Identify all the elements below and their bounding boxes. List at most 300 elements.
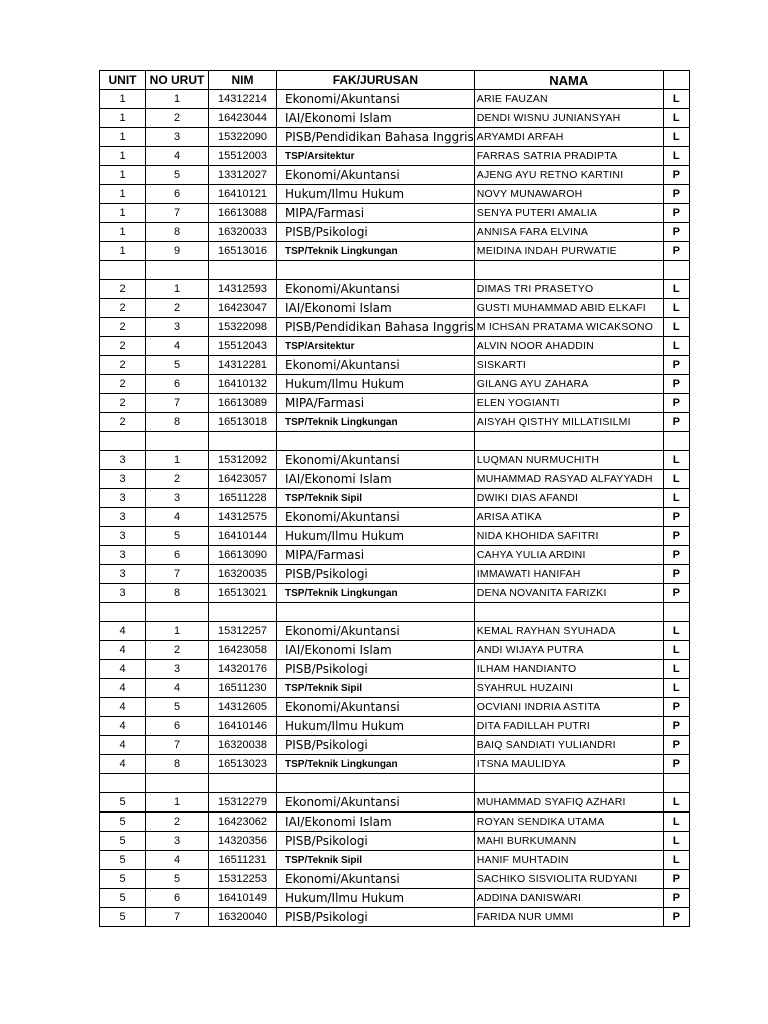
table-row — [100, 870, 690, 889]
unit-cell: 2 — [100, 299, 146, 318]
table-row — [100, 622, 690, 641]
nama-cell: SISKARTI — [474, 356, 663, 375]
empty-cell — [277, 774, 475, 793]
jenis-kelamin-cell: P — [663, 889, 689, 908]
fak-jurusan-cell: IAI/Ekonomi Islam — [277, 470, 475, 489]
jenis-kelamin-cell: P — [663, 527, 689, 546]
jenis-kelamin-cell: L — [663, 641, 689, 660]
no-urut-cell: 1 — [146, 793, 209, 813]
table-row — [100, 109, 690, 128]
jenis-kelamin-cell: P — [663, 375, 689, 394]
unit-cell: 5 — [100, 832, 146, 851]
empty-cell — [100, 774, 146, 793]
unit-cell: 1 — [100, 185, 146, 204]
table-row — [100, 451, 690, 470]
nim-cell: 16410144 — [209, 527, 277, 546]
jenis-kelamin-cell: L — [663, 280, 689, 299]
table-row — [100, 755, 690, 774]
no-urut-cell: 2 — [146, 470, 209, 489]
nama-cell: HANIF MUHTADIN — [474, 851, 663, 870]
jenis-kelamin-cell: L — [663, 299, 689, 318]
jenis-kelamin-cell: P — [663, 356, 689, 375]
fak-jurusan-cell: Ekonomi/Akuntansi — [277, 356, 475, 375]
table-row — [100, 223, 690, 242]
no-urut-cell: 3 — [146, 660, 209, 679]
unit-cell: 4 — [100, 698, 146, 717]
fak-jurusan-cell: IAI/Ekonomi Islam — [277, 641, 475, 660]
fak-jurusan-cell: TSP/Arsitektur — [277, 147, 475, 166]
nim-cell: 16410132 — [209, 375, 277, 394]
nim-cell: 16423062 — [209, 812, 277, 832]
empty-cell — [474, 774, 663, 793]
nama-cell: KEMAL RAYHAN SYUHADA — [474, 622, 663, 641]
empty-cell — [277, 603, 475, 622]
nama-cell: ARISA ATIKA — [474, 508, 663, 527]
unit-cell: 3 — [100, 451, 146, 470]
nama-cell: NIDA KHOHIDA SAFITRI — [474, 527, 663, 546]
no-urut-cell: 6 — [146, 717, 209, 736]
nim-cell: 16511228 — [209, 489, 277, 508]
fak-jurusan-cell: Hukum/Ilmu Hukum — [277, 185, 475, 204]
no-urut-cell: 3 — [146, 832, 209, 851]
nim-cell: 16320038 — [209, 736, 277, 755]
header-nim: NIM — [209, 71, 277, 90]
unit-cell: 3 — [100, 546, 146, 565]
no-urut-cell: 1 — [146, 451, 209, 470]
no-urut-cell: 2 — [146, 109, 209, 128]
jenis-kelamin-cell: L — [663, 337, 689, 356]
nim-cell: 14320356 — [209, 832, 277, 851]
table-row — [100, 698, 690, 717]
unit-cell: 2 — [100, 337, 146, 356]
nama-cell: IMMAWATI HANIFAH — [474, 565, 663, 584]
unit-cell: 1 — [100, 204, 146, 223]
unit-cell: 5 — [100, 870, 146, 889]
table-row — [100, 908, 690, 927]
fak-jurusan-cell: TSP/Teknik Lingkungan — [277, 242, 475, 261]
table-row — [100, 832, 690, 851]
nim-cell: 14312214 — [209, 90, 277, 109]
table-row — [100, 128, 690, 147]
table-row — [100, 565, 690, 584]
no-urut-cell: 2 — [146, 812, 209, 832]
table-row — [100, 299, 690, 318]
jenis-kelamin-cell: P — [663, 870, 689, 889]
nama-cell: MEIDINA INDAH PURWATIE — [474, 242, 663, 261]
table-row — [100, 889, 690, 908]
jenis-kelamin-cell: L — [663, 812, 689, 832]
fak-jurusan-cell: Ekonomi/Akuntansi — [277, 508, 475, 527]
nim-cell: 16513016 — [209, 242, 277, 261]
spacer-row — [100, 603, 690, 622]
no-urut-cell: 6 — [146, 375, 209, 394]
fak-jurusan-cell: TSP/Teknik Sipil — [277, 851, 475, 870]
unit-cell: 5 — [100, 851, 146, 870]
table-row — [100, 679, 690, 698]
fak-jurusan-cell: IAI/Ekonomi Islam — [277, 812, 475, 832]
table-row — [100, 527, 690, 546]
no-urut-cell: 3 — [146, 489, 209, 508]
empty-cell — [146, 432, 209, 451]
jenis-kelamin-cell: P — [663, 546, 689, 565]
no-urut-cell: 2 — [146, 641, 209, 660]
table-row — [100, 166, 690, 185]
no-urut-cell: 4 — [146, 147, 209, 166]
table-row — [100, 280, 690, 299]
fak-jurusan-cell: Ekonomi/Akuntansi — [277, 870, 475, 889]
no-urut-cell: 7 — [146, 908, 209, 927]
nama-cell: CAHYA YULIA ARDINI — [474, 546, 663, 565]
no-urut-cell: 4 — [146, 508, 209, 527]
no-urut-cell: 6 — [146, 185, 209, 204]
nama-cell: DWIKI DIAS AFANDI — [474, 489, 663, 508]
nama-cell: ADDINA DANISWARI — [474, 889, 663, 908]
unit-cell: 3 — [100, 565, 146, 584]
jenis-kelamin-cell: P — [663, 204, 689, 223]
table-row — [100, 375, 690, 394]
no-urut-cell: 1 — [146, 280, 209, 299]
nama-cell: FARRAS SATRIA PRADIPTA — [474, 147, 663, 166]
unit-cell: 1 — [100, 223, 146, 242]
nama-cell: AJENG AYU RETNO KARTINI — [474, 166, 663, 185]
nama-cell: OCVIANI INDRIA ASTITA — [474, 698, 663, 717]
jenis-kelamin-cell: P — [663, 394, 689, 413]
empty-cell — [146, 261, 209, 280]
no-urut-cell: 8 — [146, 413, 209, 432]
jenis-kelamin-cell: L — [663, 679, 689, 698]
jenis-kelamin-cell: L — [663, 622, 689, 641]
jenis-kelamin-cell: L — [663, 451, 689, 470]
table-row — [100, 147, 690, 166]
jenis-kelamin-cell: P — [663, 736, 689, 755]
empty-cell — [100, 261, 146, 280]
nama-cell: SACHIKO SISVIOLITA RUDYANI — [474, 870, 663, 889]
nama-cell: DENA NOVANITA FARIZKI — [474, 584, 663, 603]
jenis-kelamin-cell: L — [663, 90, 689, 109]
fak-jurusan-cell: TSP/Teknik Lingkungan — [277, 584, 475, 603]
unit-cell: 4 — [100, 755, 146, 774]
unit-cell: 4 — [100, 641, 146, 660]
nama-cell: DENDI WISNU JUNIANSYAH — [474, 109, 663, 128]
nim-cell: 16410146 — [209, 717, 277, 736]
nim-cell: 14312605 — [209, 698, 277, 717]
no-urut-cell: 5 — [146, 356, 209, 375]
fak-jurusan-cell: IAI/Ekonomi Islam — [277, 109, 475, 128]
unit-cell: 2 — [100, 280, 146, 299]
unit-cell: 1 — [100, 147, 146, 166]
fak-jurusan-cell: TSP/Teknik Sipil — [277, 679, 475, 698]
fak-jurusan-cell: PISB/Pendidikan Bahasa Inggris — [277, 128, 475, 147]
fak-jurusan-cell: PISB/Psikologi — [277, 660, 475, 679]
jenis-kelamin-cell: P — [663, 584, 689, 603]
table-row — [100, 90, 690, 109]
empty-cell — [100, 603, 146, 622]
unit-cell: 3 — [100, 470, 146, 489]
nim-cell: 16320035 — [209, 565, 277, 584]
unit-cell: 1 — [100, 166, 146, 185]
empty-cell — [146, 774, 209, 793]
table-row — [100, 717, 690, 736]
nama-cell: ANNISA FARA ELVINA — [474, 223, 663, 242]
nama-cell: DITA FADILLAH PUTRI — [474, 717, 663, 736]
nim-cell: 13312027 — [209, 166, 277, 185]
unit-cell: 2 — [100, 318, 146, 337]
nim-cell: 15512043 — [209, 337, 277, 356]
fak-jurusan-cell: Ekonomi/Akuntansi — [277, 280, 475, 299]
fak-jurusan-cell: Ekonomi/Akuntansi — [277, 698, 475, 717]
roster-table — [99, 70, 690, 927]
spacer-row — [100, 261, 690, 280]
nama-cell: ARYAMDI ARFAH — [474, 128, 663, 147]
header-no-urut: NO URUT — [146, 71, 209, 90]
jenis-kelamin-cell: L — [663, 318, 689, 337]
nama-cell: GILANG AYU ZAHARA — [474, 375, 663, 394]
jenis-kelamin-cell: P — [663, 698, 689, 717]
jenis-kelamin-cell: P — [663, 242, 689, 261]
nama-cell: ANDI WIJAYA PUTRA — [474, 641, 663, 660]
empty-cell — [209, 603, 277, 622]
nim-cell: 14312593 — [209, 280, 277, 299]
empty-cell — [663, 774, 689, 793]
nama-cell: FARIDA NUR UMMI — [474, 908, 663, 927]
header-row — [100, 71, 690, 90]
table-row — [100, 470, 690, 489]
nim-cell: 16410121 — [209, 185, 277, 204]
nim-cell: 16423044 — [209, 109, 277, 128]
unit-cell: 5 — [100, 889, 146, 908]
unit-cell: 4 — [100, 679, 146, 698]
table-row — [100, 508, 690, 527]
empty-cell — [100, 432, 146, 451]
jenis-kelamin-cell: L — [663, 470, 689, 489]
nim-cell: 15312257 — [209, 622, 277, 641]
fak-jurusan-cell: Ekonomi/Akuntansi — [277, 166, 475, 185]
nama-cell: AISYAH QISTHY MILLATISILMI — [474, 413, 663, 432]
nim-cell: 16423058 — [209, 641, 277, 660]
table-body — [100, 90, 690, 927]
no-urut-cell: 5 — [146, 527, 209, 546]
nim-cell: 16320033 — [209, 223, 277, 242]
table-row — [100, 337, 690, 356]
no-urut-cell: 9 — [146, 242, 209, 261]
no-urut-cell: 7 — [146, 736, 209, 755]
fak-jurusan-cell: PISB/Psikologi — [277, 908, 475, 927]
table-row — [100, 242, 690, 261]
empty-cell — [474, 261, 663, 280]
nama-cell: M ICHSAN PRATAMA WICAKSONO — [474, 318, 663, 337]
table-row — [100, 584, 690, 603]
nim-cell: 16410149 — [209, 889, 277, 908]
no-urut-cell: 3 — [146, 318, 209, 337]
nama-cell: NOVY MUNAWAROH — [474, 185, 663, 204]
fak-jurusan-cell: MIPA/Farmasi — [277, 546, 475, 565]
unit-cell: 1 — [100, 242, 146, 261]
nim-cell: 15312253 — [209, 870, 277, 889]
jenis-kelamin-cell: P — [663, 717, 689, 736]
fak-jurusan-cell: Hukum/Ilmu Hukum — [277, 889, 475, 908]
no-urut-cell: 7 — [146, 394, 209, 413]
nama-cell: BAIQ SANDIATI YULIANDRI — [474, 736, 663, 755]
no-urut-cell: 4 — [146, 337, 209, 356]
nim-cell: 16513021 — [209, 584, 277, 603]
empty-cell — [663, 261, 689, 280]
table-row — [100, 736, 690, 755]
jenis-kelamin-cell: L — [663, 793, 689, 813]
nama-cell: MUHAMMAD RASYAD ALFAYYADH — [474, 470, 663, 489]
table-row — [100, 413, 690, 432]
jenis-kelamin-cell: P — [663, 565, 689, 584]
nim-cell: 16320040 — [209, 908, 277, 927]
nama-cell: LUQMAN NURMUCHITH — [474, 451, 663, 470]
nim-cell: 14320176 — [209, 660, 277, 679]
header-jk — [663, 71, 689, 90]
table-row — [100, 356, 690, 375]
empty-cell — [277, 261, 475, 280]
fak-jurusan-cell: PISB/Psikologi — [277, 832, 475, 851]
spacer-row — [100, 432, 690, 451]
header-nama: NAMA — [474, 71, 663, 90]
empty-cell — [277, 432, 475, 451]
fak-jurusan-cell: TSP/Teknik Sipil — [277, 489, 475, 508]
empty-cell — [209, 432, 277, 451]
nim-cell: 16513018 — [209, 413, 277, 432]
nama-cell: MUHAMMAD SYAFIQ AZHARI — [474, 793, 663, 813]
unit-cell: 5 — [100, 908, 146, 927]
table-row — [100, 394, 690, 413]
nim-cell: 16613088 — [209, 204, 277, 223]
nim-cell: 14312575 — [209, 508, 277, 527]
fak-jurusan-cell: TSP/Arsitektur — [277, 337, 475, 356]
fak-jurusan-cell: Hukum/Ilmu Hukum — [277, 375, 475, 394]
table-row — [100, 851, 690, 870]
fak-jurusan-cell: Ekonomi/Akuntansi — [277, 793, 475, 813]
no-urut-cell: 4 — [146, 679, 209, 698]
unit-cell: 2 — [100, 394, 146, 413]
jenis-kelamin-cell: L — [663, 851, 689, 870]
nim-cell: 16613090 — [209, 546, 277, 565]
jenis-kelamin-cell: L — [663, 128, 689, 147]
unit-cell: 1 — [100, 90, 146, 109]
header-fak-jurusan: FAK/JURUSAN — [277, 71, 475, 90]
no-urut-cell: 5 — [146, 698, 209, 717]
jenis-kelamin-cell: L — [663, 147, 689, 166]
unit-cell: 4 — [100, 736, 146, 755]
nama-cell: ALVIN NOOR AHADDIN — [474, 337, 663, 356]
jenis-kelamin-cell: P — [663, 508, 689, 527]
unit-cell: 1 — [100, 109, 146, 128]
fak-jurusan-cell: Ekonomi/Akuntansi — [277, 622, 475, 641]
table-row — [100, 546, 690, 565]
empty-cell — [209, 774, 277, 793]
nim-cell: 16513023 — [209, 755, 277, 774]
header-unit: UNIT — [100, 71, 146, 90]
nama-cell: ITSNA MAULIDYA — [474, 755, 663, 774]
jenis-kelamin-cell: P — [663, 166, 689, 185]
unit-cell: 3 — [100, 584, 146, 603]
nim-cell: 15312092 — [209, 451, 277, 470]
fak-jurusan-cell: Ekonomi/Akuntansi — [277, 451, 475, 470]
nim-cell: 15512003 — [209, 147, 277, 166]
nama-cell: GUSTI MUHAMMAD ABID ELKAFI — [474, 299, 663, 318]
no-urut-cell: 2 — [146, 299, 209, 318]
nim-cell: 16423047 — [209, 299, 277, 318]
unit-cell: 5 — [100, 812, 146, 832]
no-urut-cell: 8 — [146, 755, 209, 774]
nama-cell: ROYAN SENDIKA UTAMA — [474, 812, 663, 832]
jenis-kelamin-cell: L — [663, 832, 689, 851]
empty-cell — [663, 603, 689, 622]
unit-cell: 3 — [100, 489, 146, 508]
jenis-kelamin-cell: P — [663, 223, 689, 242]
fak-jurusan-cell: PISB/Psikologi — [277, 565, 475, 584]
jenis-kelamin-cell: P — [663, 413, 689, 432]
unit-cell: 3 — [100, 527, 146, 546]
nama-cell: SENYA PUTERI AMALIA — [474, 204, 663, 223]
unit-cell: 4 — [100, 622, 146, 641]
nim-cell: 15322098 — [209, 318, 277, 337]
nim-cell: 16511231 — [209, 851, 277, 870]
fak-jurusan-cell: Hukum/Ilmu Hukum — [277, 717, 475, 736]
jenis-kelamin-cell: L — [663, 109, 689, 128]
no-urut-cell: 1 — [146, 622, 209, 641]
jenis-kelamin-cell: L — [663, 660, 689, 679]
jenis-kelamin-cell: P — [663, 185, 689, 204]
nama-cell: ELEN YOGIANTI — [474, 394, 663, 413]
unit-cell: 2 — [100, 375, 146, 394]
table-row — [100, 641, 690, 660]
no-urut-cell: 6 — [146, 546, 209, 565]
table-row — [100, 660, 690, 679]
fak-jurusan-cell: Hukum/Ilmu Hukum — [277, 527, 475, 546]
jenis-kelamin-cell: L — [663, 489, 689, 508]
fak-jurusan-cell: MIPA/Farmasi — [277, 204, 475, 223]
fak-jurusan-cell: TSP/Teknik Lingkungan — [277, 755, 475, 774]
no-urut-cell: 5 — [146, 870, 209, 889]
fak-jurusan-cell: MIPA/Farmasi — [277, 394, 475, 413]
nama-cell: SYAHRUL HUZAINI — [474, 679, 663, 698]
empty-cell — [474, 603, 663, 622]
unit-cell: 2 — [100, 356, 146, 375]
fak-jurusan-cell: PISB/Psikologi — [277, 223, 475, 242]
nama-cell: ILHAM HANDIANTO — [474, 660, 663, 679]
no-urut-cell: 5 — [146, 166, 209, 185]
empty-cell — [474, 432, 663, 451]
empty-cell — [209, 261, 277, 280]
no-urut-cell: 8 — [146, 223, 209, 242]
table-row — [100, 793, 690, 813]
no-urut-cell: 6 — [146, 889, 209, 908]
unit-cell: 3 — [100, 508, 146, 527]
nim-cell: 15322090 — [209, 128, 277, 147]
nim-cell: 14312281 — [209, 356, 277, 375]
no-urut-cell: 4 — [146, 851, 209, 870]
jenis-kelamin-cell: P — [663, 755, 689, 774]
jenis-kelamin-cell: P — [663, 908, 689, 927]
unit-cell: 5 — [100, 793, 146, 813]
fak-jurusan-cell: IAI/Ekonomi Islam — [277, 299, 475, 318]
fak-jurusan-cell: Ekonomi/Akuntansi — [277, 90, 475, 109]
unit-cell: 1 — [100, 128, 146, 147]
empty-cell — [146, 603, 209, 622]
empty-cell — [663, 432, 689, 451]
unit-cell: 2 — [100, 413, 146, 432]
table-row — [100, 318, 690, 337]
unit-cell: 4 — [100, 660, 146, 679]
nama-cell: MAHI BURKUMANN — [474, 832, 663, 851]
spacer-row — [100, 774, 690, 793]
no-urut-cell: 7 — [146, 565, 209, 584]
table-row — [100, 812, 690, 832]
